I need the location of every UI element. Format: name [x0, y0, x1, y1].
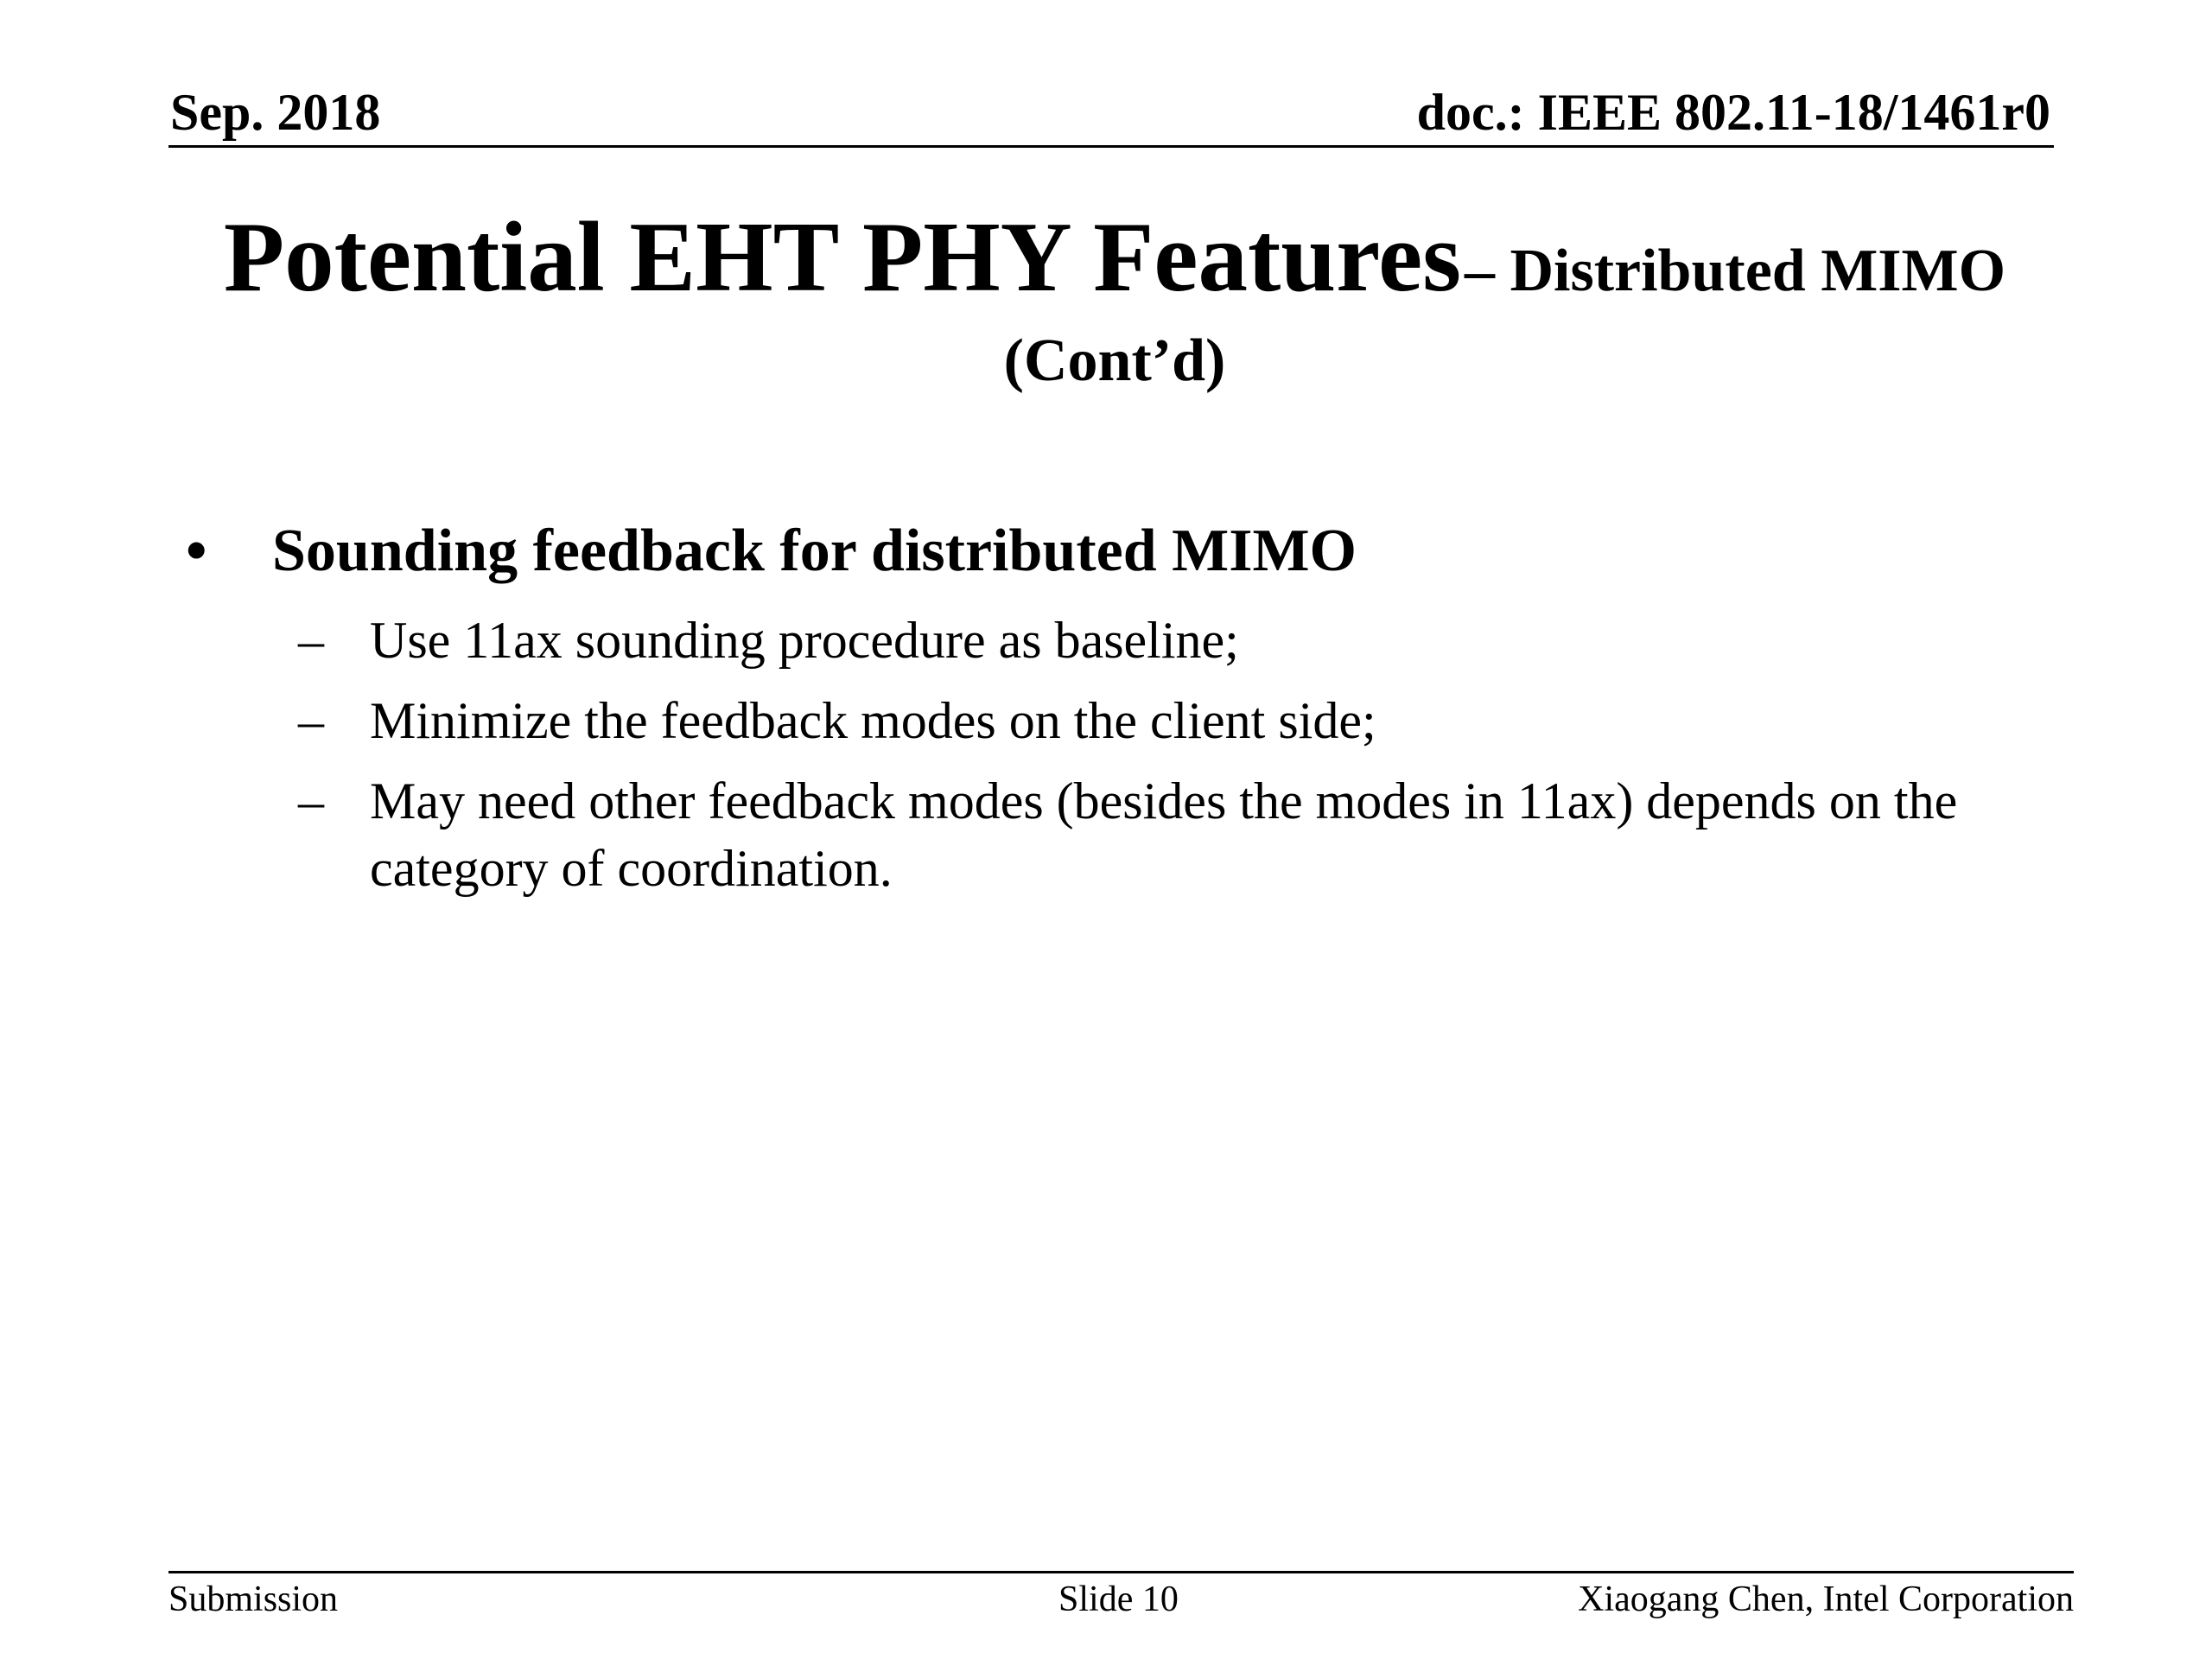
- slide-title-sub: – Distributed MIMO: [1464, 238, 2006, 304]
- bullet-text: Sounding feedback for distributed MIMO: [272, 518, 1357, 584]
- footer-divider: [168, 1571, 2074, 1573]
- header-divider: [168, 145, 2054, 148]
- sub-item-marker: –: [298, 772, 324, 830]
- sub-item-marker: –: [298, 612, 324, 669]
- footer-author: Xiaogang Chen, Intel Corporation: [1578, 1580, 2074, 1619]
- bullet-marker: •: [186, 518, 207, 584]
- footer-slide-number: Slide 10: [1058, 1580, 1179, 1619]
- footer-submission: Submission: [168, 1580, 339, 1619]
- slide-title-main: Potential EHT PHY Features: [223, 202, 1461, 312]
- sub-item-text: Minimize the feedback modes on the client side;: [370, 692, 1376, 749]
- sub-item-marker: –: [298, 692, 324, 749]
- slide-title-continued: (Cont’d): [1003, 327, 1226, 394]
- header-doc-id: doc.: IEEE 802.11-18/1461r0: [1416, 84, 2050, 141]
- header-date: Sep. 2018: [170, 84, 381, 141]
- sub-item-text: Use 11ax sounding procedure as baseline;: [370, 612, 1239, 669]
- sub-item-text: May need other feedback modes (besides the modes in 11ax) depends on the category of coordination.: [370, 772, 1958, 897]
- slide-title: [138, 202, 2091, 312]
